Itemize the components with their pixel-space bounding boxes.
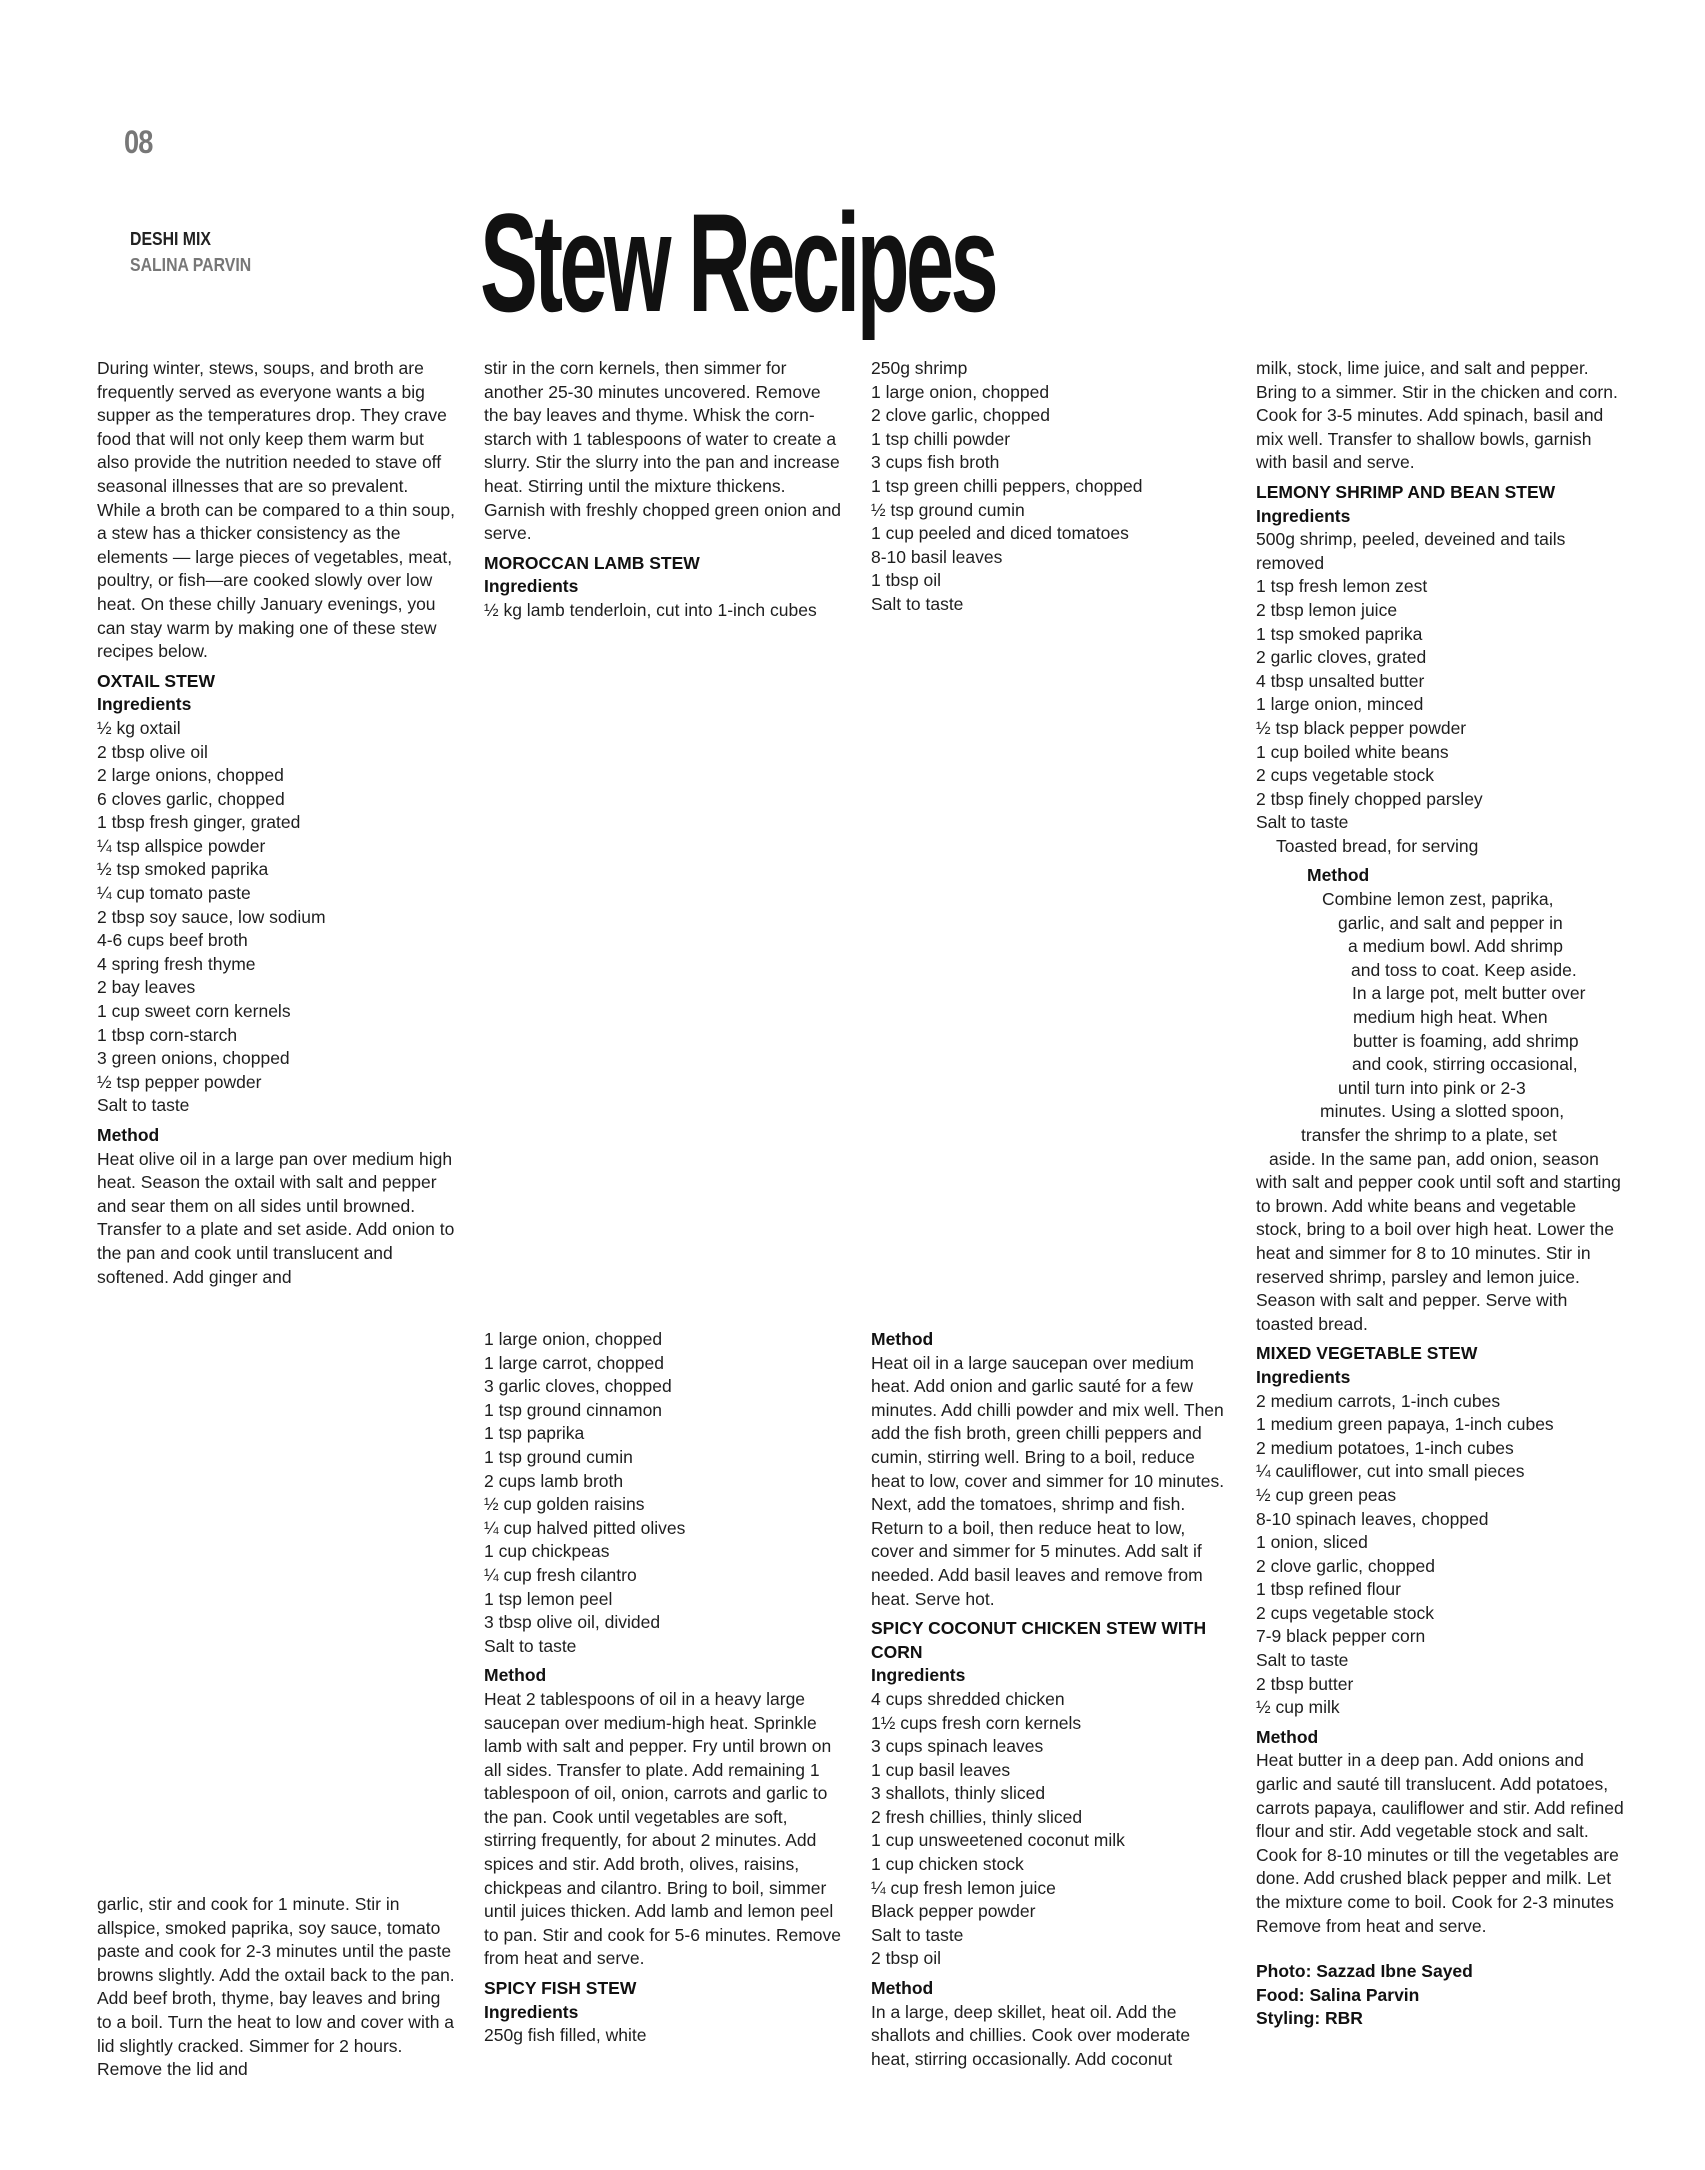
ingredient-item: 3 shallots, thinly sliced	[871, 1783, 1046, 1804]
ingredient-item: 1 cup unsweetened coconut milk	[871, 1830, 1125, 1851]
ingredient-item: Salt to taste	[484, 1635, 577, 1656]
method-line: aside. In the same pan, add onion, season	[1269, 1148, 1599, 1169]
ingredient-item: 1 tsp lemon peel	[484, 1588, 613, 1609]
ingredient-item: 1 cup chickpeas	[484, 1541, 610, 1562]
ingredient-item: 2 cups lamb broth	[484, 1470, 624, 1491]
method-line: until turn into pink or 2-3	[1338, 1077, 1526, 1098]
fish-method: Heat oil in a large saucepan over medium heat. Add onion and garlic sauté for a few minutes. Add chilli powder and mix well. Then add the fish broth, green chilli peppers and cumin, stirring well. Bring to a boil, reduce heat to low, cover and simmer for 10 minutes. Next, add the tomatoes, shrimp and fish. Return to a boil, then reduce heat to low, cover and simmer for 5 minutes. Add salt if needed. Add basil leaves and remove from heat. Serve hot.	[871, 1352, 1225, 1609]
page-number: 08	[124, 124, 153, 160]
author-name: SALINA PARVIN	[130, 255, 252, 275]
ingredient-item: 1 tbsp oil	[871, 570, 942, 591]
ingredient-item: 1 tbsp fresh ginger, grated	[97, 812, 301, 833]
shrimp-ingredients-label: Ingredients	[1256, 505, 1351, 526]
column-4-top	[1256, 357, 1626, 2031]
coconut-ingredients	[871, 1688, 1229, 1971]
ingredient-item: 2 fresh chillies, thinly sliced	[871, 1806, 1083, 1827]
ingredient-item: 2 medium carrots, 1-inch cubes	[1256, 1390, 1501, 1411]
oxtail-method-part-3: stir in the corn kernels, then simmer for another 25-30 minutes uncovered. Remove the bay leaves and thyme. Whisk the corn-starch with 1 tablespoons of water to create a slurry. Stir the slurry into the pan and increase heat. Stirring until the mixture thickens. Garnish with freshly chopped green onion and serve.	[484, 358, 842, 544]
ingredient-item: Toasted bread, for serving	[1276, 835, 1479, 856]
ingredient-item: 1 medium green papaya, 1-inch cubes	[1256, 1414, 1554, 1435]
ingredient-item: 1 cup sweet corn kernels	[97, 1001, 291, 1022]
method-line: and toss to coat. Keep aside.	[1351, 959, 1577, 980]
ingredient-item: 7-9 black pepper corn	[1256, 1626, 1426, 1647]
ingredient-item: 2 tbsp butter	[1256, 1673, 1354, 1694]
method-line: a medium bowl. Add shrimp	[1348, 936, 1563, 957]
ingredient-item: 1 cup chicken stock	[871, 1854, 1024, 1875]
ingredient-item: ½ tsp black pepper powder	[1256, 717, 1467, 738]
ingredient-item: 2 tbsp olive oil	[97, 741, 208, 762]
lamb-method-label: Method	[484, 1665, 547, 1686]
ingredient-item: 1 large carrot, chopped	[484, 1352, 664, 1373]
ingredient-item: 4 cups shredded chicken	[871, 1688, 1065, 1709]
ingredient-item: 1 cup basil leaves	[871, 1759, 1011, 1780]
lamb-method: Heat 2 tablespoons of oil in a heavy large saucepan over medium-high heat. Sprinkle lamb with salt and pepper. Fry until brown on all sides. Transfer to plate. Add remaining 1 tablespoon of oil, onion, carrots and garlic to the pan. Cook until vegetables are soft, stirring frequently, for about 2 minutes. Add spices and stir. Add broth, olives, raisins, chickpeas and cilantro. Bring to boil, simmer until juices thicken. Add lamb and lemon peel to pan. Stir and cook for 5-6 minutes. Remove from heat and serve.	[484, 1688, 841, 1969]
ingredient-item: ¼ cup fresh lemon juice	[871, 1877, 1056, 1898]
lamb-ingredients-top	[484, 599, 842, 623]
ingredient-item: 2 cups vegetable stock	[1256, 765, 1435, 786]
ingredient-item: Salt to taste	[871, 593, 964, 614]
shrimp-method-wrap	[1256, 888, 1626, 1336]
ingredient-item: 1 tbsp corn-starch	[97, 1024, 238, 1045]
shrimp-method-rest: with salt and pepper cook until soft and starting to brown. Add white beans and vegetable stock, bring to a boil over high heat. Lower the heat and simmer for 8 to 10 minutes. Stir in reserved shrimp, parsley and lemon juice. Season with salt and pepper. Serve with toasted bread.	[1256, 1172, 1621, 1334]
ingredient-item: 4 spring fresh thyme	[97, 953, 256, 974]
column-3-bottom	[871, 1328, 1229, 2071]
ingredient-item: ¼ cup fresh cilantro	[484, 1564, 637, 1585]
coconut-method-label: Method	[871, 1978, 934, 1999]
ingredient-item: 2 clove garlic, chopped	[1256, 1555, 1435, 1576]
method-line: garlic, and salt and pepper in	[1338, 912, 1563, 933]
ingredient-item: 4 tbsp unsalted butter	[1256, 670, 1425, 691]
ingredient-item: 1 tsp green chilli peppers, chopped	[871, 475, 1143, 496]
ingredient-item: ¼ cauliflower, cut into small pieces	[1256, 1461, 1525, 1482]
ingredient-item: Salt to taste	[871, 1924, 964, 1945]
food-credit: Food: Salina Parvin	[1256, 1984, 1420, 2005]
mixed-ingredients	[1256, 1390, 1626, 1720]
mixed-title: MIXED VEGETABLE STEW	[1256, 1343, 1478, 1364]
intro-paragraph: During winter, stews, soups, and broth are frequently served as everyone wants a big supper as the temperatures drop. They crave food that will not only keep them warm but also provide the nutrition needed to stave off seasonal illnesses that are so prevalent. While a broth can be compared to a thin soup, a stew has a thicker consistency as the elements — large pieces of vegetables, meat, poultry, or fish—are cooked slowly over low heat. On these chilly January evenings, you can stay warm by making one of these stew recipes below.	[97, 358, 455, 662]
oxtail-method-part-1: Heat olive oil in a large pan over medium high heat. Season the oxtail with salt and pepper and sear them on all sides until browned. Transfer to a plate and set aside. Add onion to the pan and cook until translucent and softened. Add ginger and	[97, 1148, 455, 1287]
fish-ingredients	[871, 357, 1229, 617]
ingredient-item: 3 tbsp olive oil, divided	[484, 1612, 661, 1633]
credits	[1256, 1960, 1626, 2031]
oxtail-method-label: Method	[97, 1125, 160, 1145]
method-line: transfer the shrimp to a plate, set	[1301, 1125, 1557, 1145]
ingredient-item: 2 tbsp lemon juice	[1256, 599, 1398, 620]
ingredient-item: 3 garlic cloves, chopped	[484, 1376, 672, 1397]
ingredient-item: ½ cup milk	[1256, 1697, 1340, 1718]
ingredient-item: 8-10 basil leaves	[871, 546, 1003, 567]
ingredient-item: Black pepper powder	[871, 1901, 1036, 1922]
ingredient-item: ½ tsp ground cumin	[871, 499, 1025, 520]
shrimp-title: LEMONY SHRIMP AND BEAN STEW	[1256, 481, 1556, 502]
method-line: butter is foaming, add shrimp	[1353, 1030, 1579, 1051]
ingredient-item: 2 clove garlic, chopped	[871, 405, 1050, 426]
ingredient-item: Salt to taste	[1256, 1650, 1349, 1671]
oxtail-ingredients	[97, 717, 455, 1118]
ingredient-item: 1 tsp paprika	[484, 1423, 585, 1444]
ingredient-item: 1 cup peeled and diced tomatoes	[871, 523, 1129, 544]
photo-credit: Photo: Sazzad Ibne Sayed	[1256, 1961, 1473, 1982]
lamb-title: MOROCCAN LAMB STEW	[484, 552, 700, 573]
page-title: Stew Recipes	[480, 184, 995, 341]
ingredient-item: 2 bay leaves	[97, 977, 196, 998]
ingredient-item: 1 onion, sliced	[1256, 1532, 1368, 1553]
ingredient-item: ½ kg oxtail	[97, 717, 181, 738]
coconut-ingredients-label: Ingredients	[871, 1665, 966, 1686]
ingredient-item: ½ tsp smoked paprika	[97, 859, 269, 880]
ingredient-item: 2 cups vegetable stock	[1256, 1602, 1435, 1623]
styling-credit: Styling: RBR	[1256, 2008, 1363, 2029]
mixed-method-label: Method	[1256, 1726, 1319, 1747]
ingredient-item: ¼ tsp allspice powder	[97, 835, 266, 856]
ingredient-item: 1½ cups fresh corn kernels	[871, 1712, 1082, 1733]
ingredient-item: ½ tsp pepper powder	[97, 1071, 262, 1092]
ingredient-item: 1 cup boiled white beans	[1256, 741, 1449, 762]
ingredient-item: 250g fish filled, white	[484, 2025, 647, 2046]
method-line: Combine lemon zest, paprika,	[1322, 889, 1554, 910]
ingredient-item: ¼ cup tomato paste	[97, 883, 251, 904]
ingredient-item: 6 cloves garlic, chopped	[97, 788, 285, 809]
ingredient-item: 3 green onions, chopped	[97, 1048, 290, 1069]
ingredient-item: 1 tbsp refined flour	[1256, 1579, 1401, 1600]
ingredient-item: ½ cup golden raisins	[484, 1494, 645, 1515]
section-name: DESHI MIX	[130, 229, 211, 249]
method-line: and cook, stirring occasional,	[1352, 1054, 1578, 1075]
ingredient-item: 3 cups fish broth	[871, 452, 1000, 473]
shrimp-ingredients	[1256, 528, 1626, 858]
lamb-ingredients-label: Ingredients	[484, 576, 579, 597]
ingredient-item: ¼ cup halved pitted olives	[484, 1517, 686, 1538]
ingredient-item: 2 tbsp finely chopped parsley	[1256, 788, 1483, 809]
ingredient-item: 1 large onion, chopped	[871, 381, 1050, 402]
ingredient-item: 1 tsp smoked paprika	[1256, 623, 1423, 644]
ingredient-item: 1 large onion, chopped	[484, 1329, 663, 1349]
ingredient-item: 4-6 cups beef broth	[97, 930, 248, 951]
ingredient-item: 500g shrimp, peeled, deveined and tails removed	[1256, 529, 1566, 573]
fish-title: SPICY FISH STEW	[484, 1978, 637, 1999]
section-header	[130, 226, 251, 278]
ingredient-item: ½ cup green peas	[1256, 1484, 1397, 1505]
ingredient-item: 2 tbsp soy sauce, low sodium	[97, 906, 326, 927]
coconut-method-part-1: In a large, deep skillet, heat oil. Add the shallots and chillies. Cook over moderate heat, stirring occasionally. Add coconut	[871, 2001, 1191, 2069]
oxtail-title: OXTAIL STEW	[97, 670, 215, 691]
mixed-ingredients-label: Ingredients	[1256, 1366, 1351, 1387]
fish-ingredients-first	[484, 2024, 842, 2048]
ingredient-item: 1 tsp fresh lemon zest	[1256, 576, 1428, 597]
fish-ingredients-label: Ingredients	[484, 2001, 579, 2022]
column-2-bottom	[484, 1328, 842, 2048]
ingredient-item: 2 medium potatoes, 1-inch cubes	[1256, 1437, 1514, 1458]
column-1-top	[97, 357, 455, 1289]
coconut-method-part-2: milk, stock, lime juice, and salt and pepper. Bring to a simmer. Stir in the chicken and corn. Cook for 3-5 minutes. Add spinach, basil and mix well. Transfer to shallow bowls, garnish with basil and serve.	[1256, 358, 1618, 473]
lamb-ingredients-bottom	[484, 1328, 842, 1658]
oxtail-ingredients-label: Ingredients	[97, 694, 192, 715]
method-line: In a large pot, melt butter over	[1352, 983, 1586, 1004]
ingredient-item: 1 large onion, minced	[1256, 694, 1424, 715]
method-line: minutes. Using a slotted spoon,	[1320, 1101, 1565, 1122]
ingredient-item: 1 tsp chilli powder	[871, 428, 1011, 449]
column-1-bottom	[97, 1893, 455, 2082]
ingredient-item: Salt to taste	[97, 1095, 190, 1116]
coconut-title: SPICY COCONUT CHICKEN STEW WITH CORN	[871, 1618, 1207, 1662]
ingredient-item: ½ kg lamb tenderloin, cut into 1-inch cubes	[484, 599, 817, 620]
ingredient-item: 2 tbsp oil	[871, 1948, 942, 1969]
ingredient-item: 1 tsp ground cumin	[484, 1446, 633, 1467]
shrimp-method-label: Method	[1307, 865, 1370, 886]
ingredient-item: 250g shrimp	[871, 358, 968, 378]
ingredient-item: 2 large onions, chopped	[97, 765, 284, 786]
method-line: medium high heat. When	[1353, 1007, 1548, 1028]
ingredient-item: Salt to taste	[1256, 812, 1349, 833]
oxtail-method-part-2: garlic, stir and cook for 1 minute. Stir in allspice, smoked paprika, soy sauce, tomato paste and cook for 2-3 minutes until the paste browns slightly. Add the oxtail back to the pan. Add beef broth, thyme, bay leaves and bring to a boil. Turn the heat to low and cover with a lid slightly cracked. Simmer for 2 hours. Remove the lid and	[97, 1894, 455, 2080]
column-2-top	[484, 357, 842, 623]
ingredient-item: 8-10 spinach leaves, chopped	[1256, 1508, 1489, 1529]
ingredient-item: 1 tsp ground cinnamon	[484, 1399, 663, 1420]
column-3-top	[871, 357, 1229, 617]
ingredient-item: 3 cups spinach leaves	[871, 1736, 1044, 1757]
fish-method-label: Method	[871, 1329, 934, 1349]
ingredient-item: 2 garlic cloves, grated	[1256, 647, 1427, 668]
mixed-method: Heat butter in a deep pan. Add onions and garlic and sauté till translucent. Add potatoes, carrots papaya, cauliflower and stir. Add refined flour and stir. Add vegetable stock and salt. Cook for 8-10 minutes or till the vegetables are done. Add crushed black pepper and milk. Let the mixture come to boil. Cook for 2-3 minutes Remove from heat and serve.	[1256, 1750, 1624, 1936]
